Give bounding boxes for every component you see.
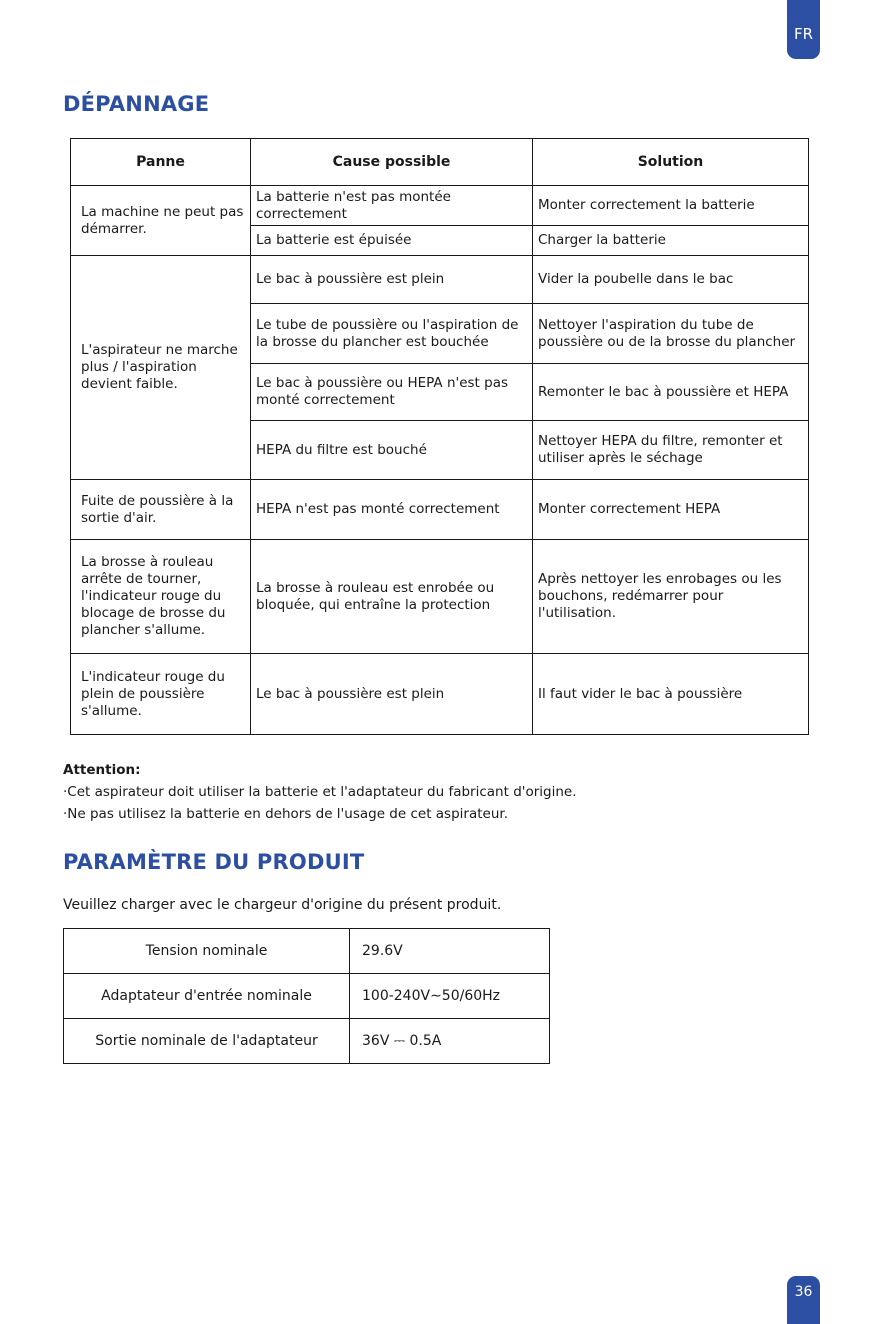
parameters-table bbox=[63, 928, 550, 1064]
panne-cell: La brosse à rouleau arrête de tourner, l'indicateur rouge du blocage de brosse du plancher s'allume. bbox=[71, 540, 251, 654]
page-number: 36 bbox=[787, 1276, 820, 1324]
troubleshooting-title: DÉPANNAGE bbox=[63, 92, 210, 116]
parameters-intro: Veuillez charger avec le chargeur d'origine du présent produit. bbox=[63, 897, 502, 913]
param-value: 36V ⎓ 0.5A bbox=[350, 1019, 550, 1064]
cause-cell: Le bac à poussière ou HEPA n'est pas monté correctement bbox=[251, 364, 533, 421]
cause-cell: Le tube de poussière ou l'aspiration de la brosse du plancher est bouchée bbox=[251, 304, 533, 364]
table-row bbox=[71, 256, 809, 304]
param-label: Tension nominale bbox=[64, 929, 350, 974]
cause-cell: HEPA du filtre est bouché bbox=[251, 421, 533, 480]
header-solution: Solution bbox=[533, 139, 809, 186]
cause-cell: La batterie n'est pas montée correctement bbox=[251, 186, 533, 226]
panne-cell: L'aspirateur ne marche plus / l'aspiration devient faible. bbox=[71, 256, 251, 480]
param-value: 100-240V∼50/60Hz bbox=[350, 974, 550, 1019]
solution-cell: Charger la batterie bbox=[533, 226, 809, 256]
attention-item: ·Ne pas utilisez la batterie en dehors de l'usage de cet aspirateur. bbox=[63, 806, 508, 822]
solution-cell: Il faut vider le bac à poussière bbox=[533, 654, 809, 735]
header-cause: Cause possible bbox=[251, 139, 533, 186]
panne-cell: L'indicateur rouge du plein de poussière s'allume. bbox=[71, 654, 251, 735]
attention-item: ·Cet aspirateur doit utiliser la batterie et l'adaptateur du fabricant d'origine. bbox=[63, 784, 577, 800]
table-row bbox=[71, 480, 809, 540]
table-row bbox=[71, 654, 809, 735]
solution-cell: Monter correctement la batterie bbox=[533, 186, 809, 226]
solution-cell: Après nettoyer les enrobages ou les bouchons, redémarrer pour l'utilisation. bbox=[533, 540, 809, 654]
solution-cell: Remonter le bac à poussière et HEPA bbox=[533, 364, 809, 421]
table-row bbox=[64, 974, 550, 1019]
table-row bbox=[71, 186, 809, 226]
cause-cell: HEPA n'est pas monté correctement bbox=[251, 480, 533, 540]
panne-cell: La machine ne peut pas démarrer. bbox=[71, 186, 251, 256]
table-row bbox=[64, 1019, 550, 1064]
solution-cell: Nettoyer HEPA du filtre, remonter et utiliser après le séchage bbox=[533, 421, 809, 480]
cause-cell: La brosse à rouleau est enrobée ou bloquée, qui entraîne la protection bbox=[251, 540, 533, 654]
cause-cell: Le bac à poussière est plein bbox=[251, 654, 533, 735]
panne-cell: Fuite de poussière à la sortie d'air. bbox=[71, 480, 251, 540]
parameters-title: PARAMÈTRE DU PRODUIT bbox=[63, 850, 365, 874]
table-header-row bbox=[71, 139, 809, 186]
cause-cell: La batterie est épuisée bbox=[251, 226, 533, 256]
param-value: 29.6V bbox=[350, 929, 550, 974]
solution-cell: Monter correctement HEPA bbox=[533, 480, 809, 540]
param-label: Adaptateur d'entrée nominale bbox=[64, 974, 350, 1019]
table-row bbox=[64, 929, 550, 974]
language-tab: FR bbox=[787, 0, 820, 59]
cause-cell: Le bac à poussière est plein bbox=[251, 256, 533, 304]
solution-cell: Nettoyer l'aspiration du tube de poussière ou de la brosse du plancher bbox=[533, 304, 809, 364]
header-panne: Panne bbox=[71, 139, 251, 186]
param-label: Sortie nominale de l'adaptateur bbox=[64, 1019, 350, 1064]
troubleshooting-table bbox=[70, 138, 809, 735]
table-row bbox=[71, 540, 809, 654]
attention-title: Attention: bbox=[63, 762, 141, 778]
attention-notes bbox=[63, 759, 823, 825]
solution-cell: Vider la poubelle dans le bac bbox=[533, 256, 809, 304]
